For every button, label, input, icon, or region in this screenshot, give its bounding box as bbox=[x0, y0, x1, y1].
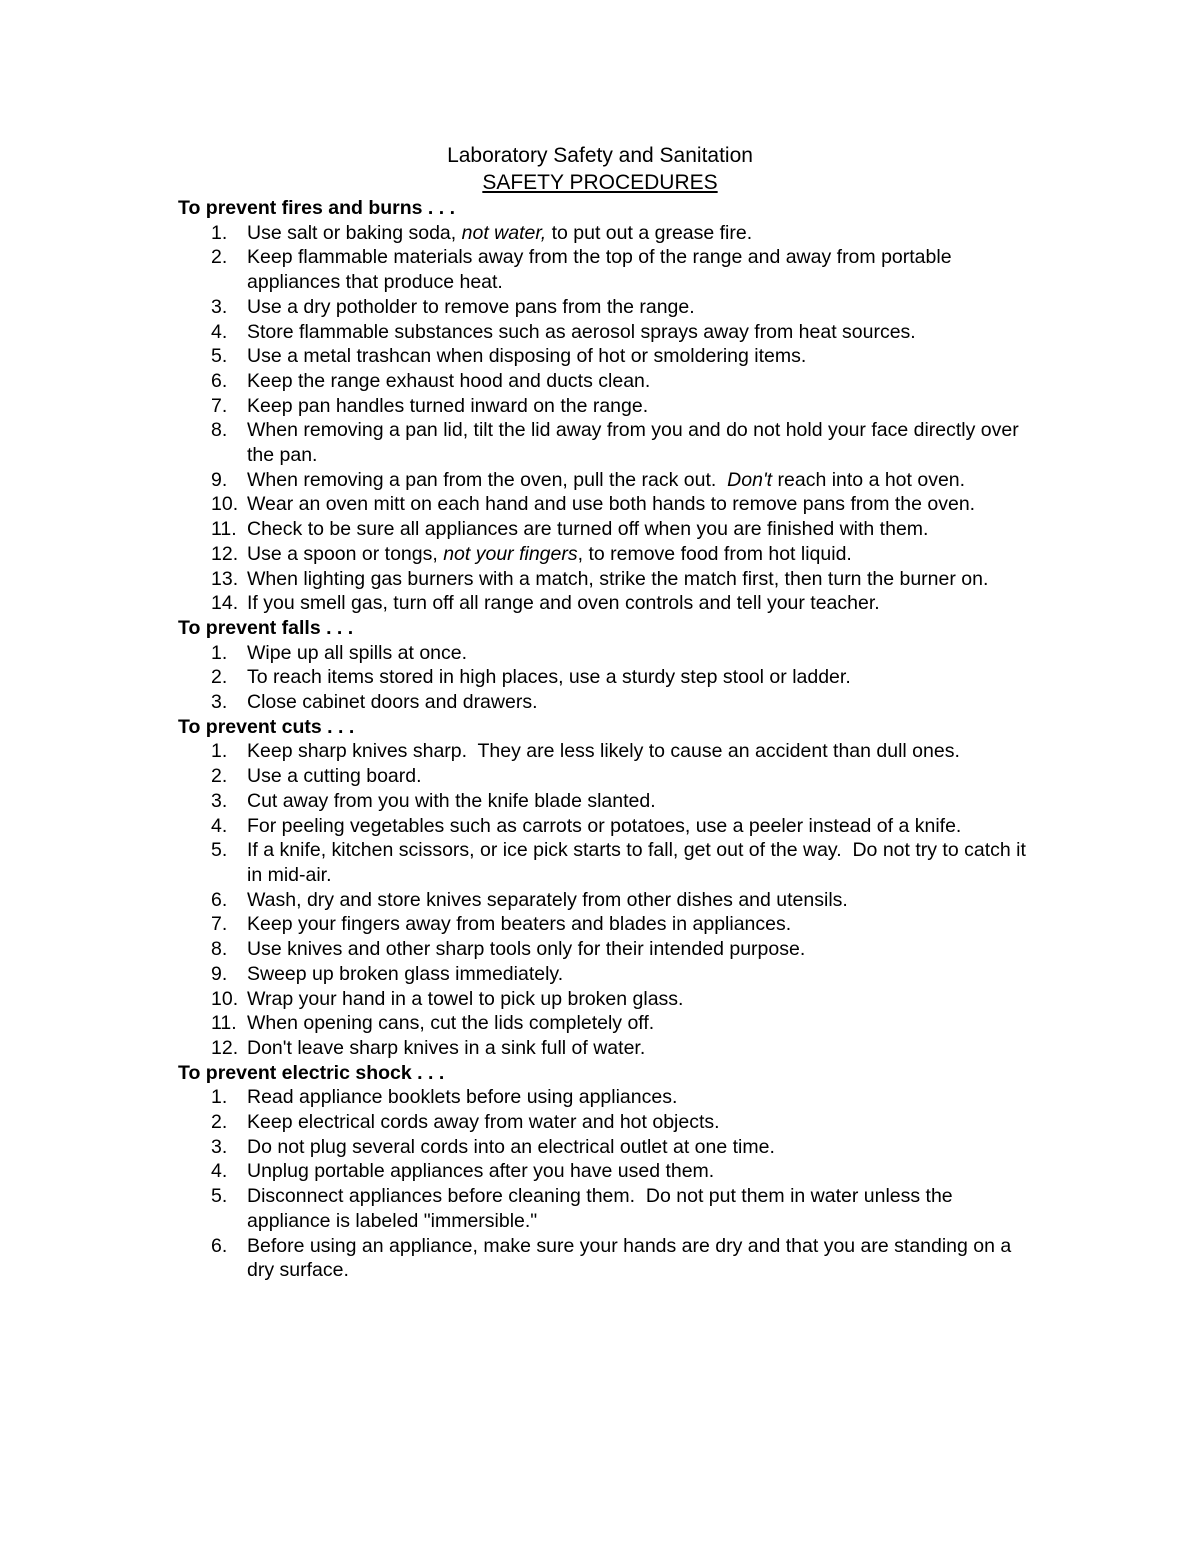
list-item bbox=[178, 344, 1038, 369]
section-heading: To prevent falls . . . bbox=[178, 616, 354, 639]
procedure-items bbox=[178, 221, 1038, 616]
item-text-emphasis: not water, bbox=[461, 221, 547, 244]
list-item bbox=[178, 912, 1038, 937]
list-item bbox=[178, 838, 1038, 887]
item-number: 3. bbox=[211, 1135, 228, 1158]
item-text bbox=[247, 320, 1038, 345]
item-text bbox=[247, 838, 1038, 887]
list-item bbox=[178, 814, 1038, 839]
item-text bbox=[247, 468, 1038, 493]
procedure-items bbox=[178, 641, 1038, 715]
item-number: 6. bbox=[211, 1234, 228, 1257]
item-text bbox=[247, 1110, 1038, 1135]
item-text bbox=[247, 1234, 1038, 1283]
item-text bbox=[247, 369, 1038, 394]
list-item bbox=[178, 888, 1038, 913]
item-text bbox=[247, 962, 1038, 987]
item-text bbox=[247, 394, 1038, 419]
list-item bbox=[178, 245, 1038, 294]
item-text-run: Keep your fingers away from beaters and blades in appliances. bbox=[247, 913, 792, 936]
list-item bbox=[178, 591, 1038, 616]
item-text-run: Use salt or baking soda, bbox=[247, 221, 462, 244]
item-text bbox=[247, 542, 1038, 567]
page-subtitle: SAFETY PROCEDURES bbox=[482, 171, 718, 194]
list-item bbox=[178, 690, 1038, 715]
item-number: 7. bbox=[211, 394, 228, 417]
list-item bbox=[178, 1234, 1038, 1283]
list-item bbox=[178, 295, 1038, 320]
item-number: 5. bbox=[211, 1185, 228, 1208]
item-text bbox=[247, 1159, 1038, 1184]
item-text-emphasis: not your fingers bbox=[443, 542, 578, 565]
item-number: 14. bbox=[211, 592, 239, 615]
item-number: 2. bbox=[211, 765, 228, 788]
item-text-run: , to remove food from hot liquid. bbox=[577, 542, 852, 565]
item-number: 1. bbox=[211, 740, 228, 763]
item-text bbox=[247, 814, 1038, 839]
item-text bbox=[247, 221, 1038, 246]
item-number: 3. bbox=[211, 295, 228, 318]
item-text-run: Before using an appliance, make sure your hands are dry and that you are standing on a dry surface. bbox=[247, 1234, 1017, 1282]
list-item bbox=[178, 394, 1038, 419]
item-text-run: Use a spoon or tongs, bbox=[247, 542, 444, 565]
list-item bbox=[178, 567, 1038, 592]
procedure-items bbox=[178, 1085, 1038, 1283]
item-number: 12. bbox=[211, 1036, 239, 1059]
item-number: 1. bbox=[211, 1086, 228, 1109]
procedure-items bbox=[178, 739, 1038, 1060]
item-text-run: to put out a grease fire. bbox=[546, 221, 753, 244]
item-text bbox=[247, 739, 1038, 764]
list-item bbox=[178, 1110, 1038, 1135]
item-number: 9. bbox=[211, 468, 228, 491]
list-item bbox=[178, 369, 1038, 394]
item-number: 10. bbox=[211, 493, 239, 516]
list-item bbox=[178, 937, 1038, 962]
item-text bbox=[247, 888, 1038, 913]
list-item bbox=[178, 468, 1038, 493]
item-text-run: Wear an oven mitt on each hand and use both hands to remove pans from the oven. bbox=[247, 493, 976, 516]
item-text-run: Wipe up all spills at once. bbox=[247, 641, 468, 664]
item-text-run: Keep pan handles turned inward on the range. bbox=[247, 394, 649, 417]
item-number: 7. bbox=[211, 913, 228, 936]
item-text bbox=[247, 665, 1038, 690]
list-item bbox=[178, 789, 1038, 814]
item-text-run: Sweep up broken glass immediately. bbox=[247, 962, 564, 985]
item-text-run: Disconnect appliances before cleaning them. Do not put them in water unless the appliance is labeled "immersible." bbox=[247, 1185, 959, 1232]
item-number: 12. bbox=[211, 542, 239, 565]
item-number: 2. bbox=[211, 246, 228, 269]
item-text-run: When removing a pan lid, tilt the lid away from you and do not hold your face directly over the pan. bbox=[247, 419, 1025, 467]
item-number: 11. bbox=[211, 518, 237, 541]
list-item bbox=[178, 987, 1038, 1012]
item-text bbox=[247, 641, 1038, 666]
list-item bbox=[178, 418, 1038, 467]
item-number: 6. bbox=[211, 369, 228, 392]
item-text-run: Keep flammable materials away from the top of the range and away from portable appliances that produce heat. bbox=[247, 246, 957, 294]
item-text-run: When opening cans, cut the lids completely off. bbox=[247, 1012, 655, 1035]
item-text bbox=[247, 1011, 1038, 1036]
item-number: 3. bbox=[211, 691, 228, 714]
item-text-run: Store flammable substances such as aerosol sprays away from heat sources. bbox=[247, 320, 916, 343]
item-text-run: Check to be sure all appliances are turned off when you are finished with them. bbox=[247, 518, 929, 541]
item-number: 2. bbox=[211, 1111, 228, 1134]
item-number: 6. bbox=[211, 888, 228, 911]
list-item bbox=[178, 1184, 1038, 1233]
item-text bbox=[247, 937, 1038, 962]
item-number: 10. bbox=[211, 987, 239, 1010]
item-text bbox=[247, 517, 1038, 542]
section-heading: To prevent fires and burns . . . bbox=[178, 197, 456, 219]
item-text-run: Don't leave sharp knives in a sink full of water. bbox=[247, 1036, 646, 1059]
list-item bbox=[178, 641, 1038, 666]
item-text bbox=[247, 789, 1038, 814]
item-text bbox=[247, 987, 1038, 1012]
item-text-run: If a knife, kitchen scissors, or ice pick starts to fall, get out of the way. Do not try to catch it in mid-air. bbox=[247, 839, 1032, 886]
item-text-emphasis: Don't bbox=[727, 468, 773, 491]
item-text-run: Use a dry potholder to remove pans from the range. bbox=[247, 295, 695, 318]
list-item bbox=[178, 1085, 1038, 1110]
list-item bbox=[178, 517, 1038, 542]
item-text-run: Cut away from you with the knife blade slanted. bbox=[247, 789, 656, 812]
item-text bbox=[247, 492, 1038, 517]
item-number: 11. bbox=[211, 1012, 237, 1035]
procedure-list bbox=[178, 196, 1038, 1283]
list-item bbox=[178, 764, 1038, 789]
item-number: 5. bbox=[211, 839, 228, 862]
item-text-run: Close cabinet doors and drawers. bbox=[247, 691, 538, 714]
item-text-run: Wrap your hand in a towel to pick up broken glass. bbox=[247, 987, 684, 1010]
item-text-run: When removing a pan from the oven, pull the rack out. bbox=[247, 468, 728, 491]
item-text-run: Read appliance booklets before using appliances. bbox=[247, 1086, 678, 1109]
item-text-run: Keep the range exhaust hood and ducts clean. bbox=[247, 369, 651, 392]
section-heading: To prevent electric shock . . . bbox=[178, 1061, 445, 1084]
item-number: 8. bbox=[211, 419, 228, 442]
page-title: Laboratory Safety and Sanitation bbox=[447, 144, 753, 167]
item-text-run: Wash, dry and store knives separately from other dishes and utensils. bbox=[247, 888, 848, 911]
item-text bbox=[247, 764, 1038, 789]
item-text bbox=[247, 344, 1038, 369]
list-item bbox=[178, 492, 1038, 517]
item-text bbox=[247, 1135, 1038, 1160]
item-text bbox=[247, 1036, 1038, 1061]
item-text bbox=[247, 690, 1038, 715]
list-item bbox=[178, 221, 1038, 246]
item-text-run: When lighting gas burners with a match, strike the match first, then turn the burner on. bbox=[247, 567, 989, 590]
item-text-run: For peeling vegetables such as carrots or potatoes, use a peeler instead of a knife. bbox=[247, 814, 962, 837]
item-text-run: Do not plug several cords into an electrical outlet at one time. bbox=[247, 1135, 775, 1158]
item-number: 9. bbox=[211, 962, 228, 985]
list-item bbox=[178, 542, 1038, 567]
list-item bbox=[178, 1011, 1038, 1036]
item-text-run: If you smell gas, turn off all range and oven controls and tell your teacher. bbox=[247, 592, 880, 615]
item-text-run: Keep sharp knives sharp. They are less likely to cause an accident than dull ones. bbox=[247, 740, 960, 763]
item-number: 3. bbox=[211, 789, 228, 812]
item-number: 4. bbox=[211, 814, 228, 837]
list-item bbox=[178, 665, 1038, 690]
list-item bbox=[178, 739, 1038, 764]
item-text-run: Use a metal trashcan when disposing of hot or smoldering items. bbox=[247, 345, 807, 368]
list-item bbox=[178, 1036, 1038, 1061]
item-text-run: reach into a hot oven. bbox=[772, 468, 966, 491]
item-number: 1. bbox=[211, 641, 228, 664]
item-text-run: To reach items stored in high places, use a sturdy step stool or ladder. bbox=[247, 666, 851, 689]
item-number: 4. bbox=[211, 320, 228, 343]
item-number: 4. bbox=[211, 1160, 228, 1183]
item-text bbox=[247, 567, 1038, 592]
item-text-run: Use knives and other sharp tools only for their intended purpose. bbox=[247, 938, 806, 961]
list-item bbox=[178, 320, 1038, 345]
item-number: 2. bbox=[211, 666, 228, 689]
item-text bbox=[247, 591, 1038, 616]
item-text bbox=[247, 295, 1038, 320]
item-text-run: Keep electrical cords away from water and hot objects. bbox=[247, 1111, 720, 1134]
item-number: 5. bbox=[211, 345, 228, 368]
list-item bbox=[178, 1135, 1038, 1160]
list-item bbox=[178, 962, 1038, 987]
list-item bbox=[178, 1159, 1038, 1184]
item-number: 1. bbox=[211, 221, 228, 244]
section-heading: To prevent cuts . . . bbox=[178, 715, 355, 738]
item-text bbox=[247, 912, 1038, 937]
item-text bbox=[247, 245, 1038, 294]
item-text bbox=[247, 418, 1038, 467]
item-number: 13. bbox=[211, 567, 239, 590]
item-number: 8. bbox=[211, 938, 228, 961]
item-text bbox=[247, 1184, 1038, 1233]
item-text-run: Use a cutting board. bbox=[247, 765, 422, 788]
item-text-run: Unplug portable appliances after you have used them. bbox=[247, 1160, 715, 1183]
item-text bbox=[247, 1085, 1038, 1110]
